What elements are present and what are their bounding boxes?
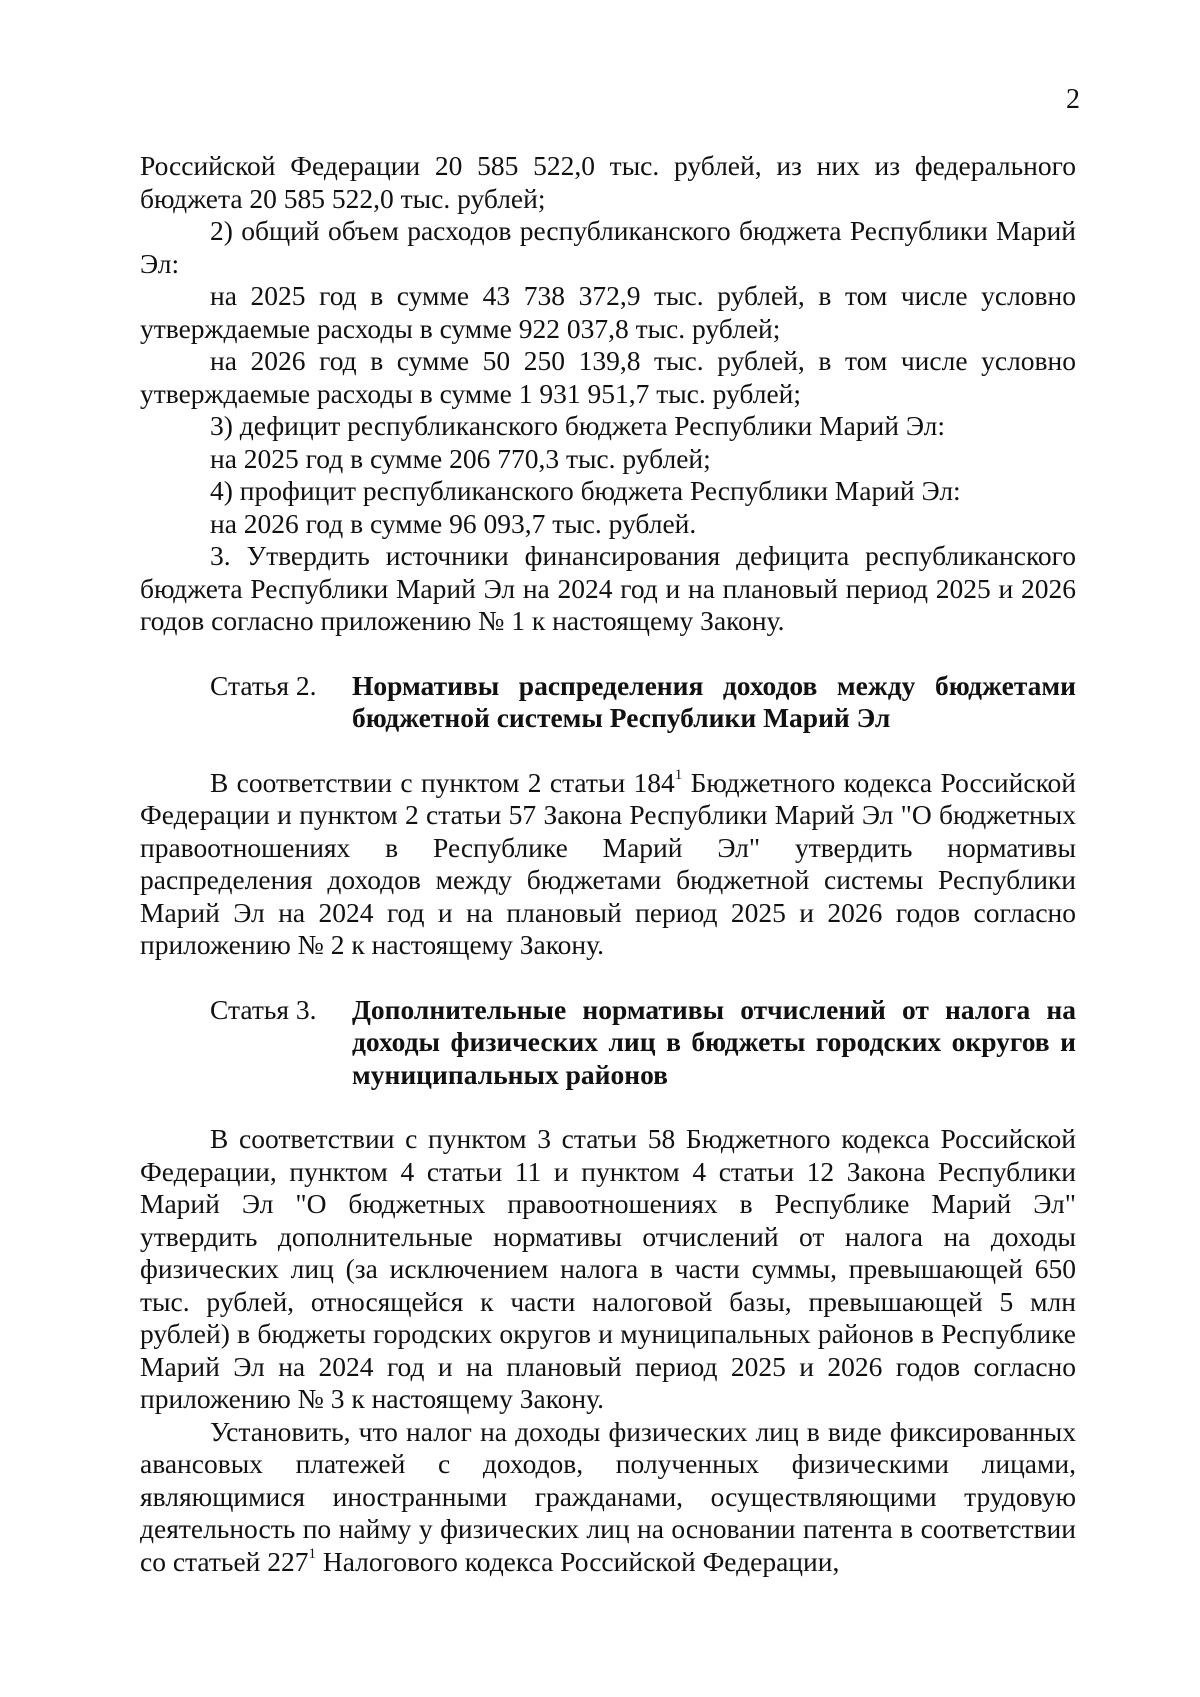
article-3-title: Дополнительные нормативы отчислений от налога на доходы физических лиц в бюджеты городских округов и муниципальных районов — [352, 993, 1076, 1090]
article-3-number: Статья 3. — [210, 993, 317, 1025]
article-2-body-text-b: Бюджетного кодекса Российской Федерации и пунктом 2 статьи 57 Закона Республики Марий Эл "О бюджетных правоотношениях в Республике Марий Эл" утвердить нормативы распределения доходов между бюджетами бюджетной системы Республики Марий Эл на 2024 год и на плановый период 2025 и 2026 годов согласно приложению № 2 к настоящему Закону. — [140, 766, 1076, 960]
article-2-number: Статья 2. — [210, 669, 317, 701]
article-2-superscript: 1 — [674, 767, 683, 784]
article-2-title: Нормативы распределения доходов между бюджетами бюджетной системы Республики Марий Эл — [352, 669, 1076, 733]
article-2-heading — [140, 670, 1076, 735]
document-body — [140, 150, 1076, 1578]
article-3-body-2-text-a: Установить, что налог на доходы физических лиц в виде фиксированных авансовых платежей с доходов, полученных физическими лицами, являющимися иностранными гражданами, осуществляющими трудовую деятельность по найму у физических лиц на основании патента в соответствии со статьей 227 — [140, 1415, 1076, 1577]
page-number: 2 — [1066, 84, 1080, 115]
item-surplus-2026: на 2026 год в сумме 96 093,7 тыс. рублей. — [210, 507, 697, 539]
article-3-body-1: В соответствии с пунктом 3 статьи 58 Бюджетного кодекса Российской Федерации, пунктом 4 статьи 11 и пунктом 4 статьи 12 Закона Республики Марий Эл "О бюджетных правоотношениях в Республике Марий Эл" утвердить дополнительные нормативы отчислений от налога на доходы физических лиц (за исключением налога в части суммы, превышающей 650 тыс. рублей, относящейся к части налоговой базы, превышающей 5 млн рублей) в бюджеты городских округов и муниципальных районов в Республике Марий Эл на 2024 год и на плановый период 2025 и 2026 годов согласно приложению № 3 к настоящему Закону. — [140, 1123, 1076, 1414]
paragraph-revenue-federal: Российской Федерации 20 585 522,0 тыс. рублей, из них из федерального бюджета 20 585 522,0 тыс. рублей; — [140, 150, 1076, 214]
paragraph-deficit-sources: 3. Утвердить источники финансирования дефицита республиканского бюджета Республики Марий Эл на 2024 год и на плановый период 2025 и 2026 годов согласно приложению № 1 к настоящему Закону. — [140, 540, 1076, 636]
article-3-body-2 — [140, 1416, 1076, 1579]
item-expenditure-2025: на 2025 год в сумме 43 738 372,9 тыс. рублей, в том числе условно утверждаемые расходы в сумме 922 037,8 тыс. рублей; — [140, 280, 1076, 344]
article-3-superscript: 1 — [308, 1546, 316, 1563]
article-2-body — [140, 767, 1076, 962]
item-expenditure-2026: на 2026 год в сумме 50 250 139,8 тыс. рублей, в том числе условно утверждаемые расходы в сумме 1 931 951,7 тыс. рублей; — [140, 345, 1076, 409]
item-deficit-2025: на 2025 год в сумме 206 770,3 тыс. рублей; — [210, 442, 711, 474]
article-2-body-text-a: В соответствии с пунктом 2 статьи 184 — [210, 766, 675, 798]
item-expenditure-heading: 2) общий объем расходов республиканского бюджета Республики Марий Эл: — [140, 215, 1076, 279]
article-3-heading — [140, 994, 1076, 1092]
article-3-body-2-text-b: Налогового кодекса Российской Федерации, — [316, 1545, 840, 1577]
item-deficit-heading: 3) дефицит республиканского бюджета Республики Марий Эл: — [210, 410, 945, 441]
item-surplus-heading: 4) профицит республиканского бюджета Республики Марий Эл: — [210, 475, 961, 506]
